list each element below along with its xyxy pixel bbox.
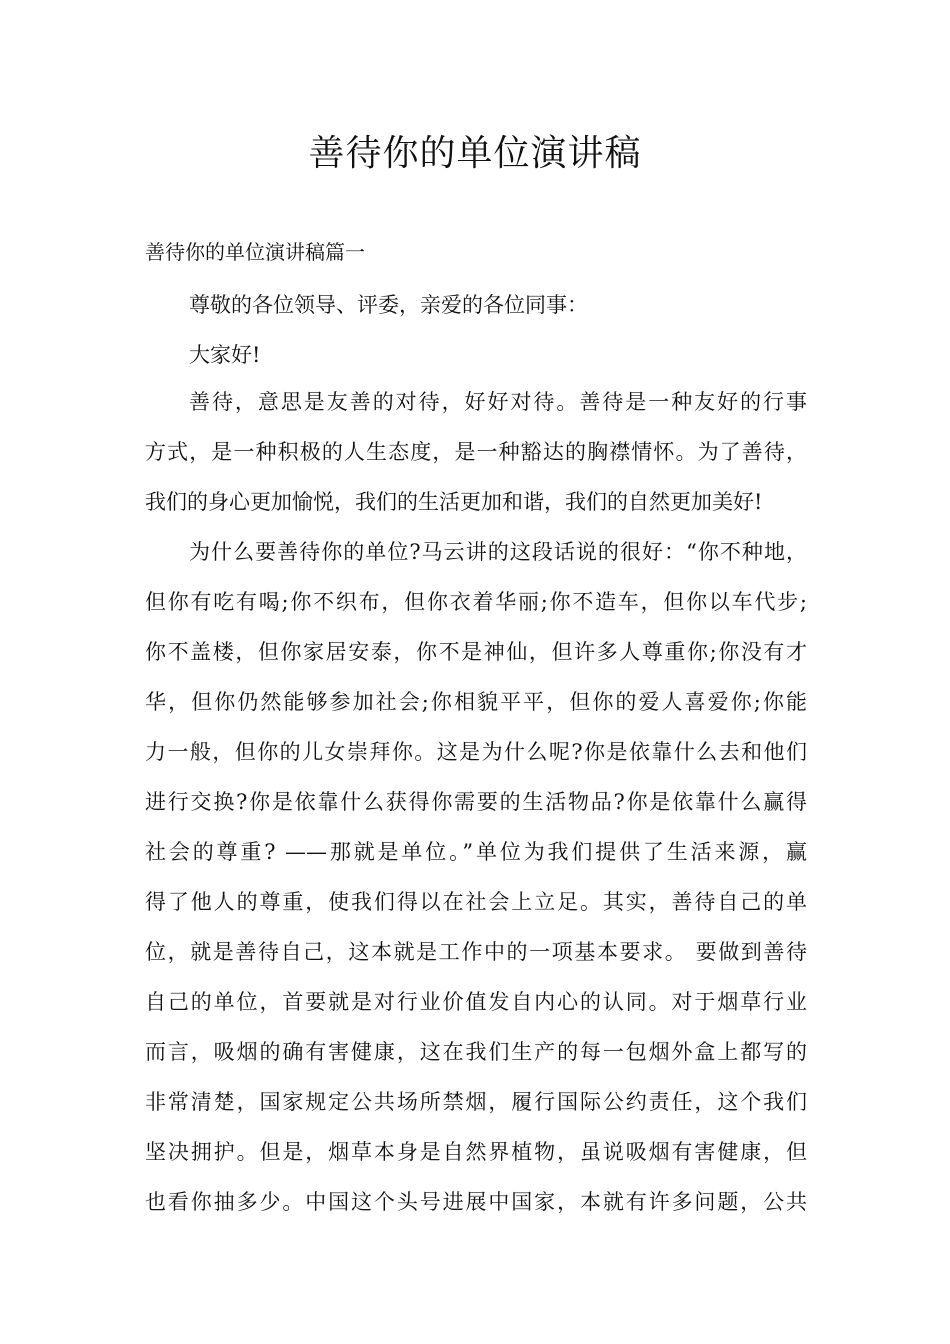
paragraph-line: 而言，吸烟的确有害健康，这在我们生产的每一包烟外盒上都写的 xyxy=(145,1040,807,1064)
paragraph-line: 得了他人的尊重，使我们得以在社会上立足。其实，善待自己的单 xyxy=(145,890,807,914)
greeting-line: 大家好! xyxy=(189,343,261,367)
paragraph-line: 你不盖楼，但你家居安泰，你不是神仙，但许多人尊重你;你没有才 xyxy=(145,640,807,664)
paragraph-line: 善待，意思是友善的对待，好好对待。善待是一种友好的行事 xyxy=(189,390,807,414)
paragraph-2 xyxy=(145,527,807,1227)
paragraph-line: 我们的身心更加愉悦，我们的生活更加和谐，我们的自然更加美好! xyxy=(145,490,763,514)
paragraph-line: 华，但你仍然能够参加社会;你相貌平平，但你的爱人喜爱你;你能 xyxy=(145,690,807,714)
opening-lines xyxy=(145,280,807,380)
paragraph-line: 坚决拥护。但是，烟草本身是自然界植物，虽说吸烟有害健康，但 xyxy=(145,1140,807,1164)
document-title: 善待你的单位演讲稿 xyxy=(308,133,642,174)
paragraph-line: 但你有吃有喝;你不织布，但你衣着华丽;你不造车，但你以车代步; xyxy=(145,590,807,614)
paragraph-line: 位，就是善待自己，这本就是工作中的一项基本要求。 要做到善待 xyxy=(145,940,807,964)
paragraph-line: 自己的单位，首要就是对行业价值发自内心的认同。对于烟草行业 xyxy=(145,990,807,1014)
paragraph-line: 进行交换?你是依靠什么获得你需要的生活物品?你是依靠什么赢得 xyxy=(145,790,807,814)
paragraph-line: 为什么要善待你的单位?马云讲的这段话说的很好：“你不种地， xyxy=(189,540,807,564)
paragraph-line: 力一般，但你的儿女崇拜你。这是为什么呢?你是依靠什么去和他们 xyxy=(145,740,807,764)
paragraph-1 xyxy=(145,377,807,527)
salutation-line: 尊敬的各位领导、评委，亲爱的各位同事： xyxy=(189,293,588,317)
section-heading: 善待你的单位演讲稿篇一 xyxy=(145,240,365,264)
paragraph-line: 也看你抽多少。中国这个头号进展中国家，本就有许多问题，公共 xyxy=(145,1190,807,1214)
paragraph-line: 社会的尊重? ——那就是单位。”单位为我们提供了生活来源，赢 xyxy=(145,840,807,864)
paragraph-line: 方式，是一种积极的人生态度，是一种豁达的胸襟情怀。为了善待， xyxy=(145,440,807,464)
paragraph-line: 非常清楚，国家规定公共场所禁烟，履行国际公约责任，这个我们 xyxy=(145,1090,807,1114)
